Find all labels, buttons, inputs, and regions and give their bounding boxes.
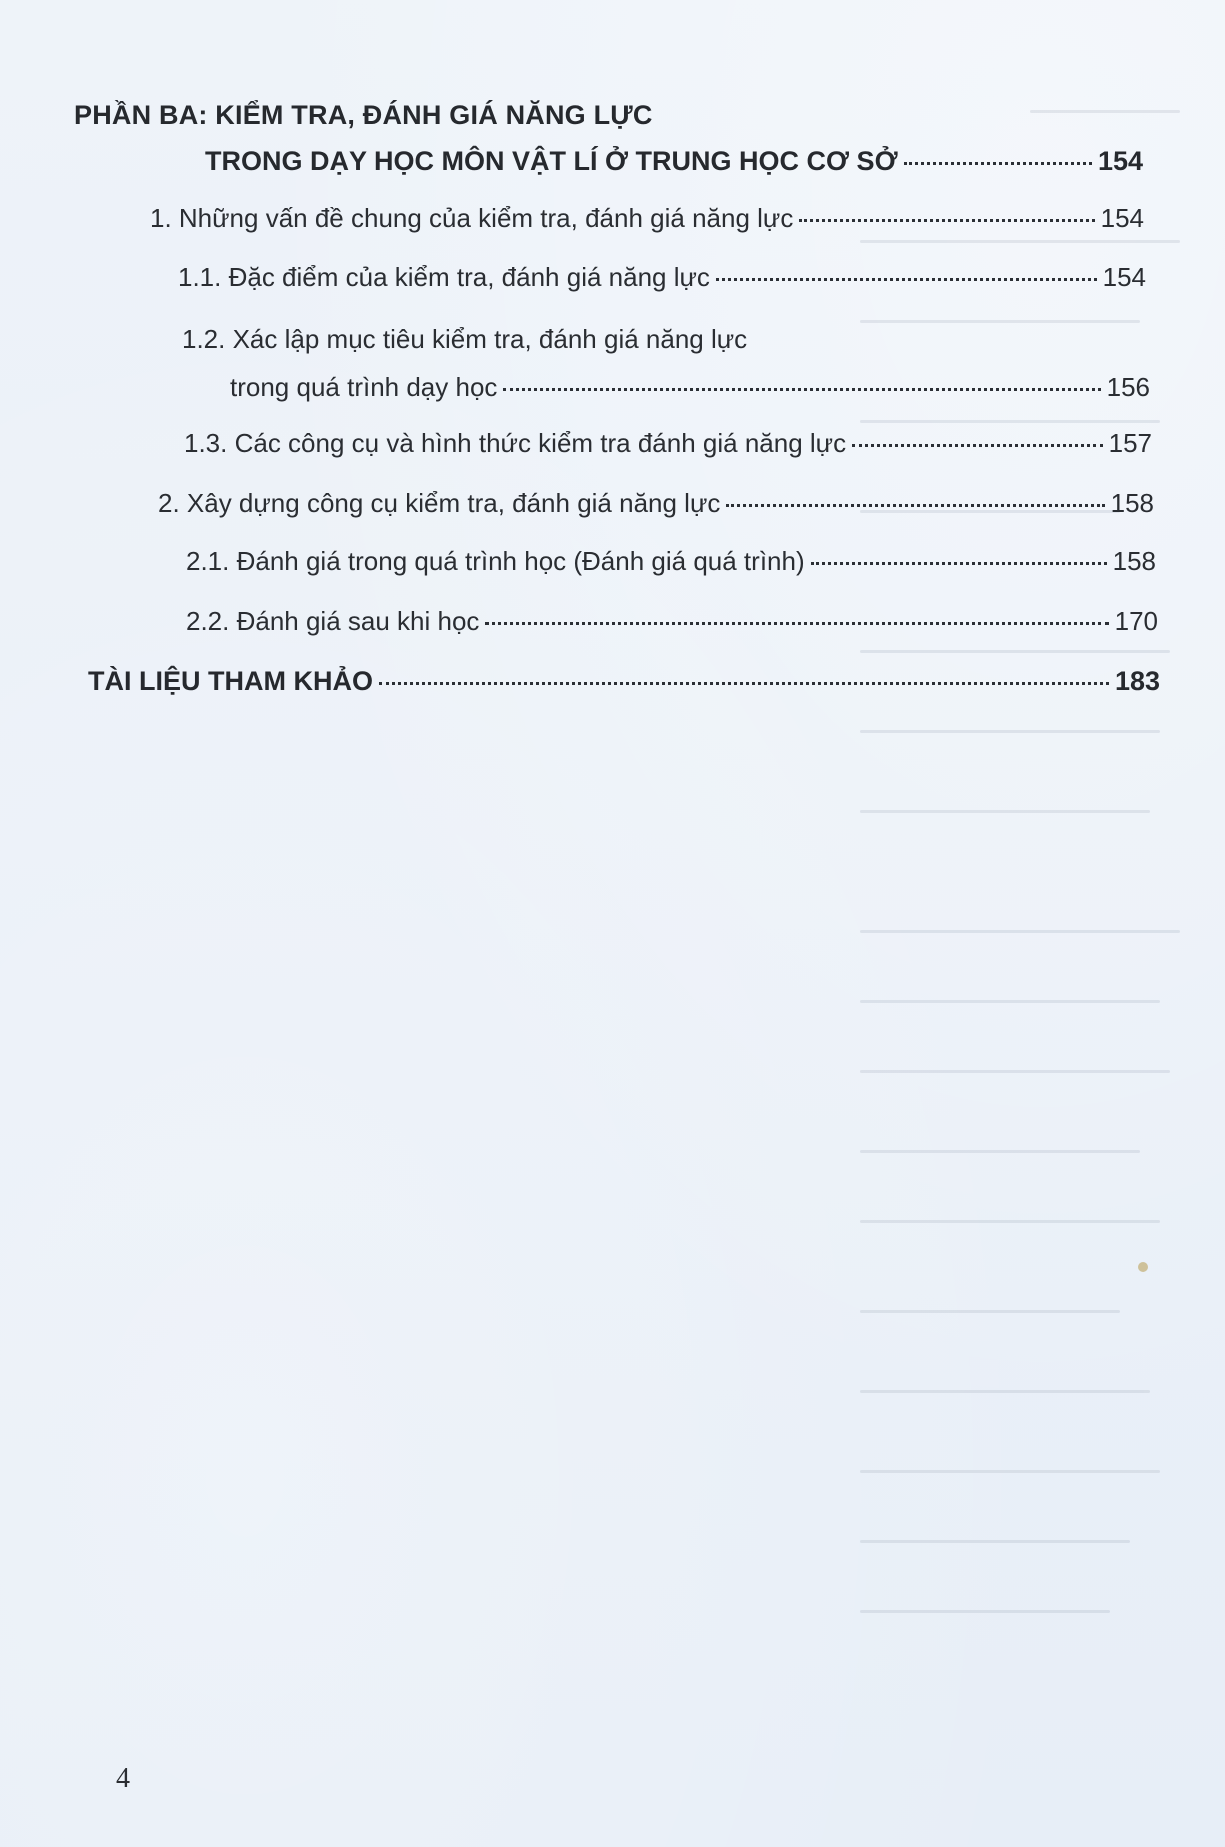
toc-entry-2-2[interactable] <box>186 606 1158 637</box>
page-number: 4 <box>116 1763 130 1794</box>
toc-entry-page: 154 <box>1102 262 1146 292</box>
toc-entry-page: 156 <box>1106 372 1150 402</box>
toc-entry-1-1[interactable] <box>178 262 1146 293</box>
toc-entry-label: 2. Xây dựng công cụ kiểm tra, đánh giá năng lực <box>158 488 721 518</box>
toc-entry-1-2[interactable] <box>230 372 1150 403</box>
dot-leader <box>811 562 1107 565</box>
toc-entry-references[interactable] <box>88 666 1160 697</box>
toc-entry-label: TÀI LIỆU THAM KHẢO <box>88 666 373 696</box>
toc-entry-1-2-line1: 1.2. Xác lập mục tiêu kiểm tra, đánh giá năng lực <box>182 324 748 354</box>
dot-leader <box>904 162 1092 165</box>
toc-entry-1-3[interactable] <box>184 428 1152 459</box>
toc-entry-page: 158 <box>1112 546 1156 576</box>
toc-entry-page: 154 <box>1097 146 1143 176</box>
toc-entry-page: 170 <box>1114 606 1158 636</box>
toc-entry-page: 157 <box>1108 428 1152 458</box>
dot-leader <box>379 682 1109 685</box>
toc-entry-2-1[interactable] <box>186 546 1156 577</box>
dot-leader <box>799 219 1094 222</box>
dot-leader <box>485 622 1108 625</box>
toc-entry-page: 154 <box>1100 203 1144 233</box>
toc-entry-1[interactable] <box>150 203 1144 234</box>
toc-entry-page: 158 <box>1110 488 1154 518</box>
toc-entry-label: 1.3. Các công cụ và hình thức kiểm tra đánh giá năng lực <box>184 428 847 458</box>
toc-entry-label: 2.1. Đánh giá trong quá trình học (Đánh giá quá trình) <box>186 546 805 576</box>
toc-entry-label: 1.1. Đặc điểm của kiểm tra, đánh giá năng lực <box>178 262 710 292</box>
part-title-line1: PHẦN BA: KIỂM TRA, ĐÁNH GIÁ NĂNG LỰC <box>74 100 653 130</box>
dot-leader <box>503 388 1100 391</box>
toc-entry-label: trong quá trình dạy học <box>230 372 498 402</box>
toc-entry-part-three[interactable] <box>205 146 1143 177</box>
dot-leader <box>726 504 1104 507</box>
toc-entry-label: TRONG DẠY HỌC MÔN VẬT LÍ Ở TRUNG HỌC CƠ SỞ <box>205 146 898 176</box>
dot-leader <box>716 278 1097 281</box>
toc-entry-label: 1. Những vấn đề chung của kiểm tra, đánh giá năng lực <box>150 203 794 233</box>
dot-leader <box>852 444 1103 447</box>
toc-entry-page: 183 <box>1114 666 1160 696</box>
toc-entry-label: 2.2. Đánh giá sau khi học <box>186 606 480 636</box>
toc-entry-2[interactable] <box>158 488 1154 519</box>
ink-smudge <box>1138 1262 1148 1272</box>
